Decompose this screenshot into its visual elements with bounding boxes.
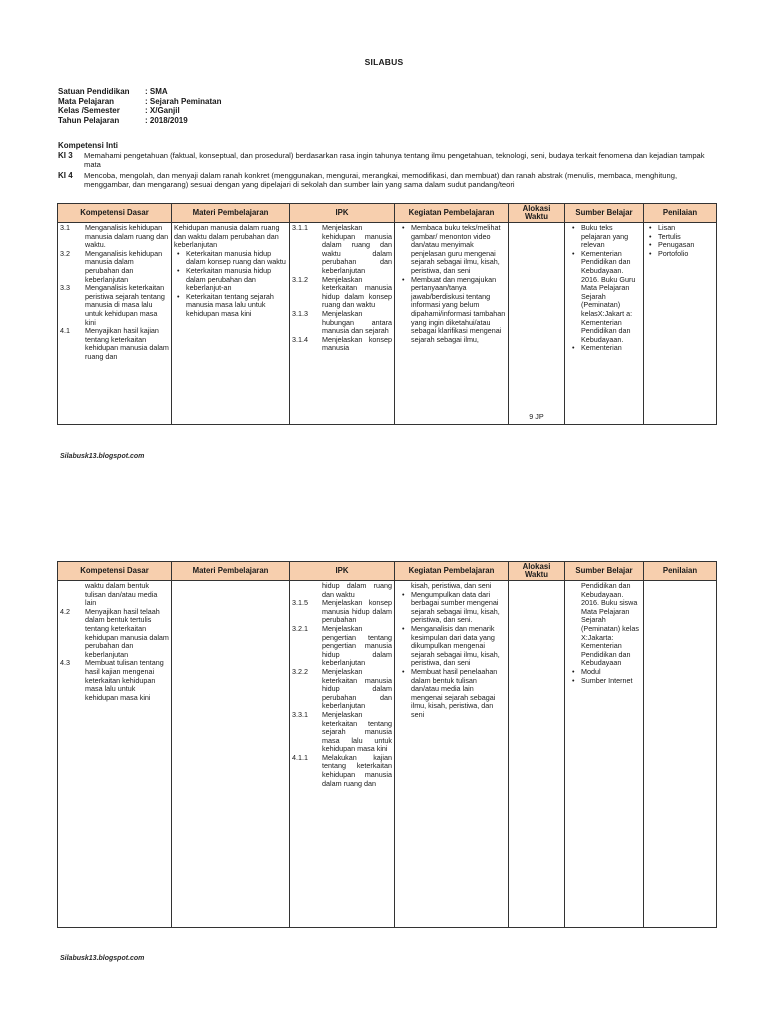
alokasi-value: 9 JP (529, 412, 544, 422)
ipk-item: 3.1.1 Menjelaskan kehidupan manusia dalam ruang dan waktu dalam perubahan dan keberlanjutan (292, 224, 392, 275)
kegiatan-item: • Membaca buku teks/melihat gambar/ menonton video dan/atau menyimak penjelasan guru mengenai sejarah sebagai ilmu, kisah, peristiwa, dan seni (411, 224, 506, 276)
ipk-item: 4.1.1 Melakukan kajian tentang keterkaitan kehidupan manusia dalam ruang dan (292, 752, 392, 788)
ipk-cell (290, 581, 395, 928)
materi-cell (172, 223, 290, 425)
kd-cell (58, 223, 172, 425)
header-penilaian: Penilaian (644, 204, 717, 223)
header-kompetensi-dasar: Kompetensi Dasar (58, 562, 172, 581)
kompetensi-inti-heading: Kompetensi Inti (58, 141, 119, 150)
ki-3: KI 3 Memahami pengetahuan (faktual, konseptual, dan prosedural) berdasarkan rasa ingin tahunya tentang ilmu pengetahuan, teknologi, seni, budaya terkait fenomena dan kejadian tampak mata (58, 151, 705, 170)
materi-intro: Kehidupan manusia dalam ruang dan waktu dalam perubahan dan keberlanjutan (174, 224, 280, 250)
meta-row: Tahun Pelajaran : 2018/2019 (58, 115, 188, 125)
meta-row: Mata Pelajaran : Sejarah Peminatan (58, 96, 222, 106)
footer-url: Silabusk13.blogspot.com (60, 453, 145, 460)
kd-item: 4.3 Membuat tulisan tentang hasil kajian mengenai keterkaitan kehidupan masa lalu untuk kehidupan masa kini (60, 658, 164, 702)
syllabus-table-page-1 (57, 203, 717, 425)
header-kegiatan: Kegiatan Pembelajaran (395, 204, 509, 223)
sumber-item: • Kementerian Pendidikan dan Kebudayaan. 2016. Buku Guru Mata Pelajaran Sejarah (Peminatan) kelasX:Jakart a: Kementerian Pendidikan dan Kebudayaan. (581, 250, 641, 345)
kd-item: 3.1 Menganalisis kehidupan manusia dalam ruang dan waktu. (60, 224, 169, 250)
ipk-item: 3.2.2 Menjelaskan keterkaitan manusia hidup dalam perubahan dan keberlanjutan (292, 666, 392, 711)
kegiatan-item: • Menganalisis dan menarik kesimpulan dari data yang dikumpulkan mengenai sejarah sebagai ilmu, kisah, peristiwa, dan seni (411, 625, 506, 668)
penilaian-item: • Tertulis (658, 233, 714, 242)
kd-item: 4.1 Menyajikan hasil kajian tentang keterkaitan kehidupan manusia dalam ruang dan (60, 326, 169, 361)
ipk-continuation: hidup dalam ruang dan waktu (322, 582, 392, 599)
header-ipk: IPK (290, 204, 395, 223)
header-ipk: IPK (290, 562, 395, 581)
kegiatan-item: • Membuat dan mengajukan pertanyaan/tanya jawab/berdiskusi tentang informasi yang belum dipahami/informasi tambahan yang ingin diketahui/atau sebagai klarifikasi mengenai sejarah sebagai ilmu, (411, 276, 506, 345)
ipk-item: 3.3.1 Menjelaskan keterkaitan tentang sejarah manusia masa lalu untuk kehidupan masa kini (292, 709, 392, 754)
alokasi-cell (509, 223, 565, 425)
materi-item: • Keterkaitan manusia hidup dalam perubahan dan keberlanjut-an (186, 267, 287, 293)
table-header-row (58, 204, 717, 223)
header-sumber: Sumber Belajar (565, 562, 644, 581)
header-alokasi: Alokasi Waktu (509, 562, 565, 581)
alokasi-cell (509, 581, 565, 928)
ipk-item: 3.1.4 Menjelaskan konsep manusia (292, 334, 392, 353)
kd-item: 4.2 Menyajikan hasil telaah dalam bentuk tertulis tentang keterkaitan kehidupan manusia dalam perubahan dan keberlanjutan (60, 606, 169, 659)
sumber-item: • Sumber Internet (581, 677, 641, 686)
kegiatan-cell (395, 581, 509, 928)
kegiatan-item: • Membuat hasil penelaahan dalam bentuk tulisan dan/atau media lain mengenai sejarah sebagai ilmu, kisah, peristiwa, dan seni (411, 668, 506, 720)
header-penilaian: Penilaian (644, 562, 717, 581)
sumber-continuation: Pendidikan dan Kebudayaan. 2016. Buku siswa Mata Pelajaran Sejarah (Peminatan) kelas X:Jakarta: Kementerian Pendidikan dan Kebudayaan (581, 582, 639, 668)
ipk-item: 3.1.5 Menjelaskan konsep manusia hidup dalam perubahan (292, 598, 392, 625)
header-alokasi: Alokasi Waktu (509, 204, 565, 223)
kegiatan-item: • Mengumpulkan data dari berbagai sumber mengenai sejarah sebagai ilmu, kisah, peristiwa, dan seni. (411, 591, 506, 625)
header-materi: Materi Pembelajaran (172, 562, 290, 581)
ipk-item: 3.2.1 Menjelaskan pengertian tentang pengertian manusia hidup dalam keberlanjutan (292, 623, 392, 668)
ipk-item: 3.1.2 Menjelaskan keterkaitan manusia hidup dalam konsep ruang dan waktu (292, 274, 392, 310)
kegiatan-continuation: kisah, peristiwa, dan seni (411, 582, 492, 590)
sumber-item: • Buku teks pelajaran yang relevan (581, 224, 641, 250)
sumber-cell (565, 223, 644, 425)
kd-item: 3.2 Menganalisis kehidupan manusia dalam perubahan dan keberlanjutan (60, 248, 163, 284)
meta-row: Satuan Pendidikan : SMA (58, 87, 168, 96)
header-materi: Materi Pembelajaran (172, 204, 290, 223)
document-meta (58, 87, 221, 125)
ipk-cell (290, 223, 395, 425)
sumber-item: • Kementerian (581, 344, 641, 353)
header-sumber: Sumber Belajar (565, 204, 644, 223)
table-header-row (58, 562, 717, 581)
penilaian-cell (644, 223, 717, 425)
penilaian-item: • Penugasan (658, 241, 714, 250)
table-row (58, 223, 717, 425)
sumber-item: • Modul (581, 668, 641, 677)
syllabus-table-page-2 (57, 561, 717, 928)
ki-4: KI 4 Mencoba, mengolah, dan menyaji dalam ranah konkret (menggunakan, mengurai, merangkai, memodifikasi, dan membuat) dan ranah abstrak (menulis, membaca, menghitung, menggambar, dan mengarang) sesuai dengan yang dipelajari di sekolah dan sumber lain yang sama dalam sudut pandang/teori (58, 171, 678, 190)
materi-item: • Keterkaitan tentang sejarah manusia masa lalu untuk kehidupan masa kini (186, 293, 287, 319)
header-kompetensi-dasar: Kompetensi Dasar (58, 204, 172, 223)
penilaian-cell (644, 581, 717, 928)
penilaian-item: • Lisan (658, 224, 714, 233)
materi-cell (172, 581, 290, 928)
materi-item: • Keterkaitan manusia hidup dalam konsep ruang dan waktu (186, 250, 287, 267)
kd-continuation: waktu dalam bentuk tulisan dan/atau media lain (85, 582, 158, 608)
ipk-item: 3.1.3 Menjelaskan hubungan antara manusia dan sejarah (292, 308, 392, 336)
penilaian-item: • Portofolio (658, 250, 714, 259)
kd-item: 3.3 Menganalisis keterkaitan peristiwa sejarah tentang manusia di masa lalu untuk kehidupan masa kini (60, 283, 165, 327)
kd-cell (58, 581, 172, 928)
header-kegiatan: Kegiatan Pembelajaran (395, 562, 509, 581)
document-title: SILABUS (364, 57, 404, 67)
table-row (58, 581, 717, 928)
meta-row: Kelas /Semester : X/Ganjil (58, 106, 180, 116)
kegiatan-cell (395, 223, 509, 425)
footer-url: Silabusk13.blogspot.com (60, 955, 145, 962)
sumber-cell (565, 581, 644, 928)
